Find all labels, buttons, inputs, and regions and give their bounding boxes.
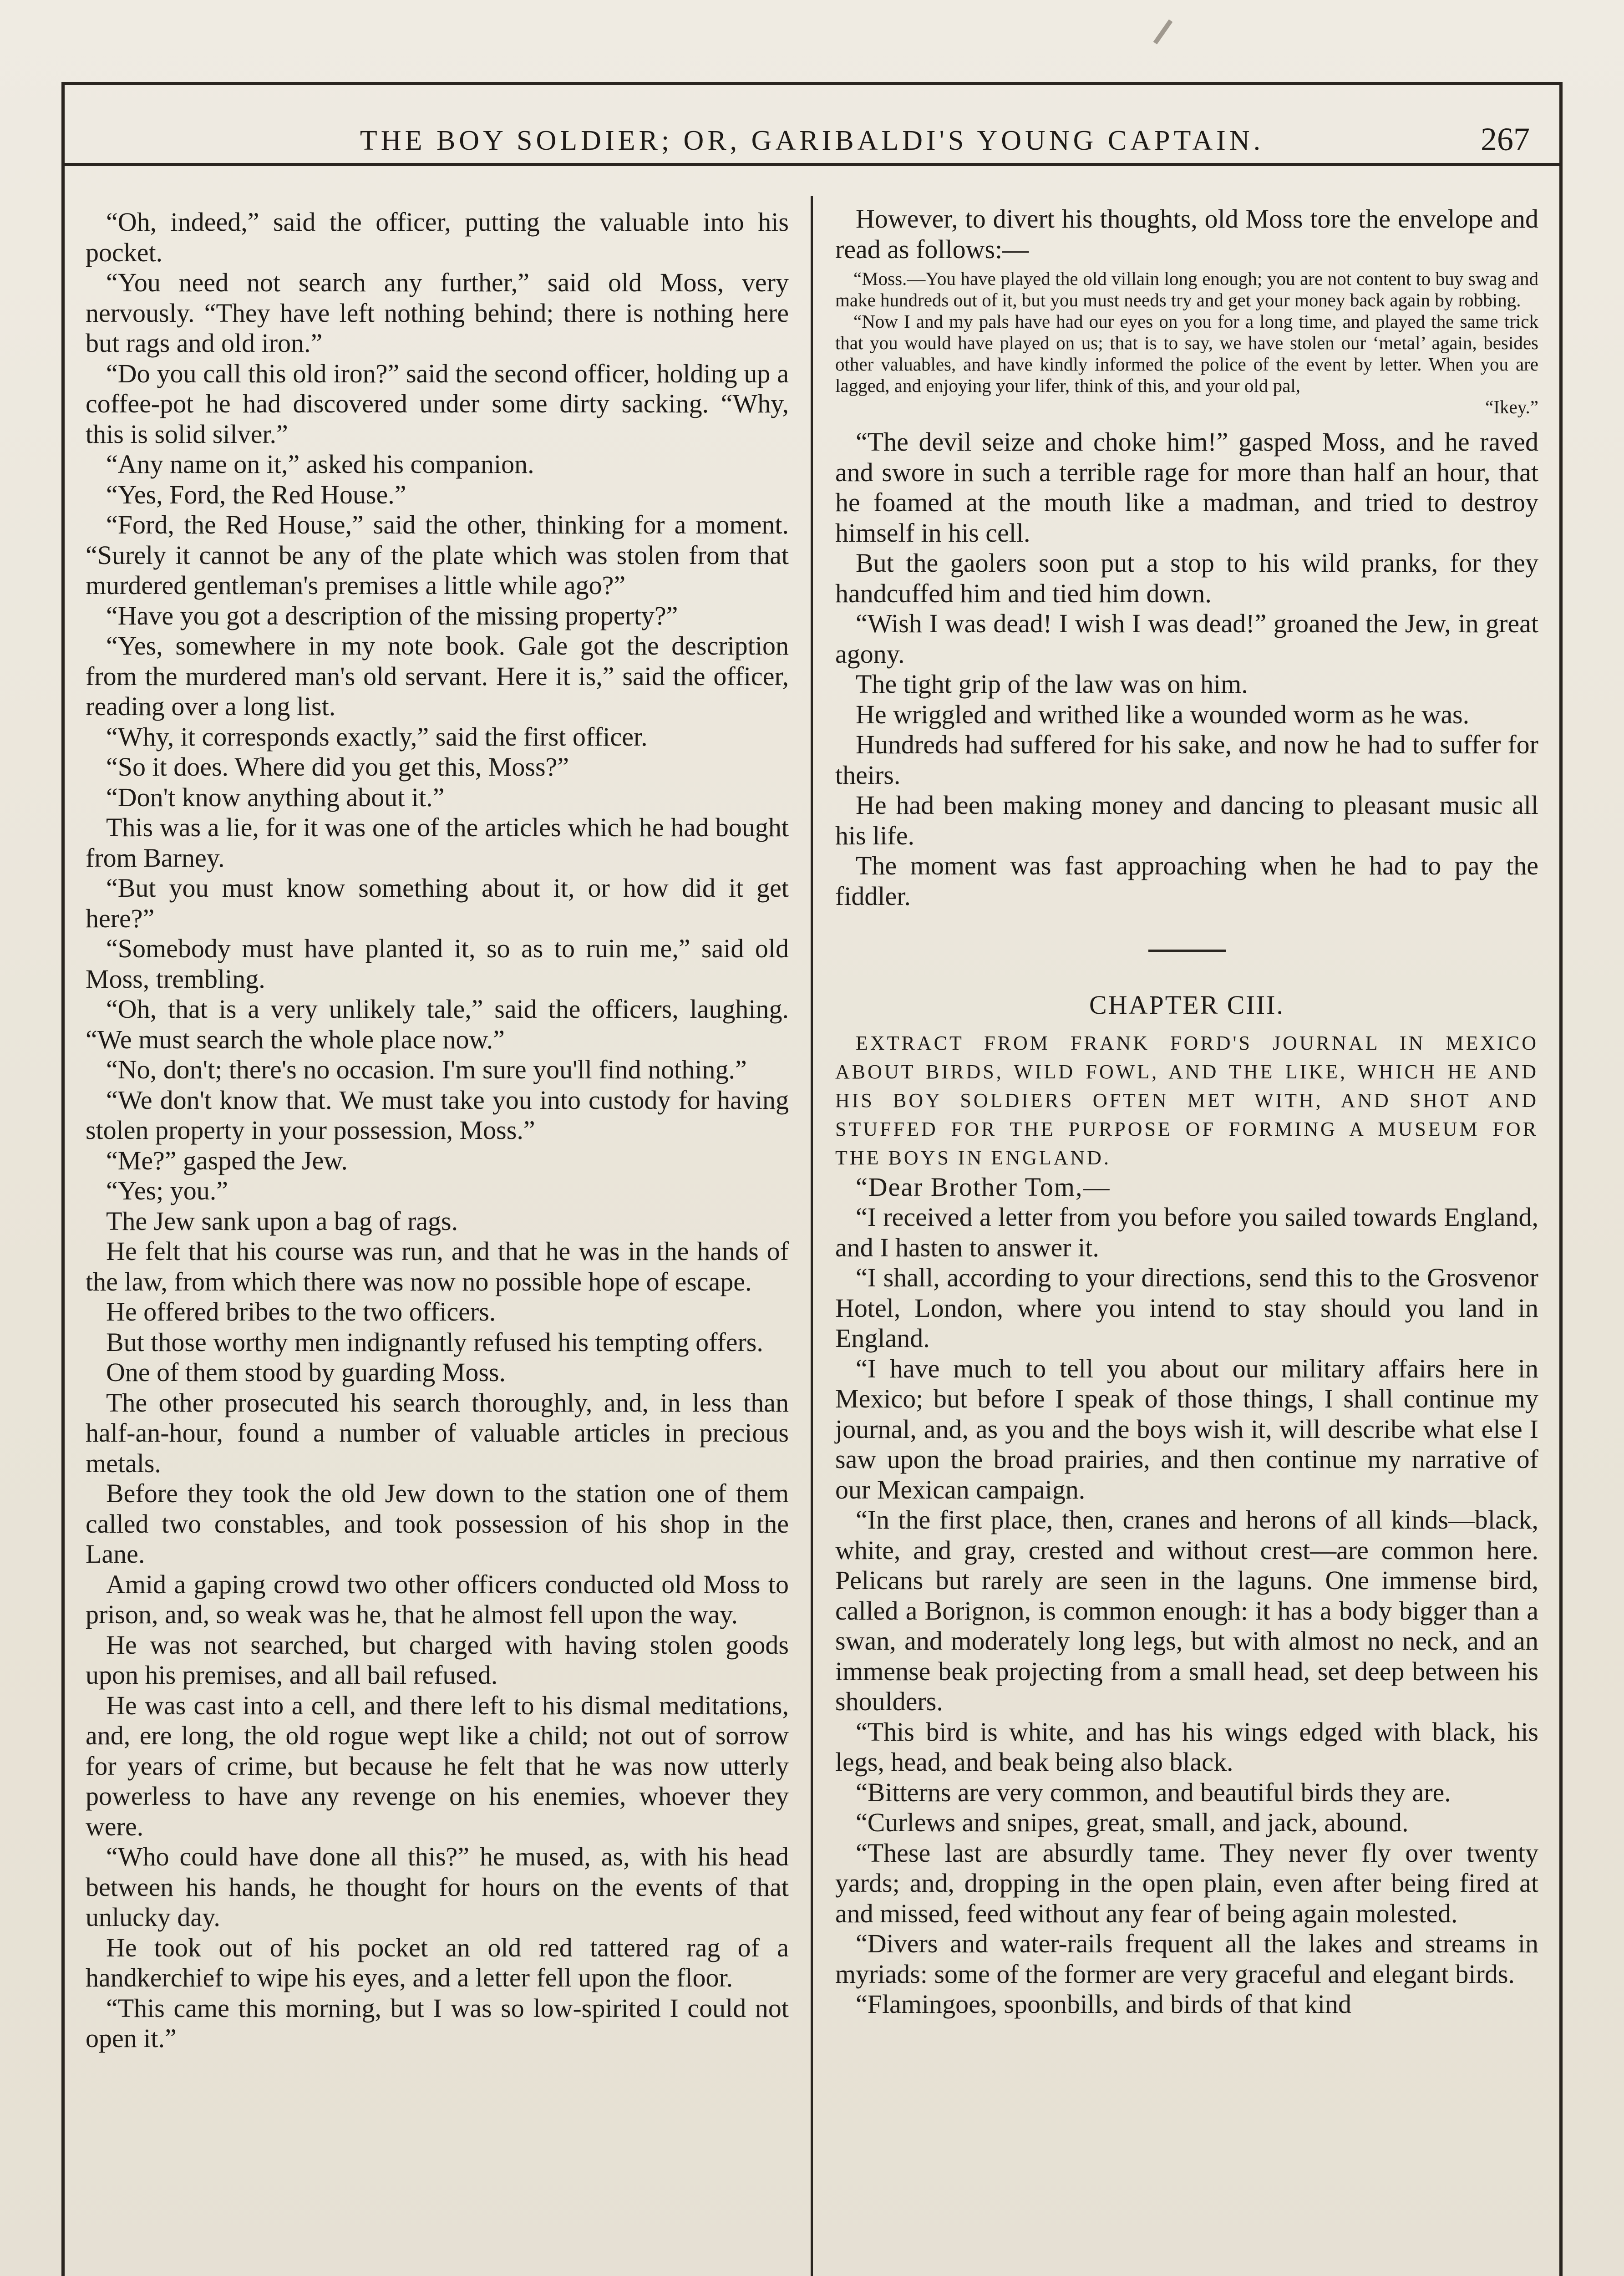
paragraph: “I have much to tell you about our military affairs here in Mexico; but before I speak of those things, I shall continue my journal, and, as you and the boys wish it, will describe what else I saw upon the broad prairies, and then continue my narrative of our Mexican campaign. xyxy=(835,1353,1538,1504)
paragraph: But those worthy men indignantly refused his tempting offers. xyxy=(106,1327,763,1357)
paragraph: “Yes; you.” xyxy=(106,1176,228,1205)
paragraph: He was not searched, but charged with having stolen goods upon his premises, and all bail refused. xyxy=(86,1630,789,1690)
paragraph: He took out of his pocket an old red tattered rag of a handkerchief to wipe his eyes, and a letter fell upon the floor. xyxy=(86,1932,789,1992)
paragraph: “Somebody must have planted it, so as to ruin me,” said old Moss, trembling. xyxy=(86,934,789,994)
column-divider xyxy=(811,196,813,2276)
running-title: THE BOY SOLDIER; OR, GARIBALDI'S YOUNG CAPTAIN. xyxy=(360,125,1264,156)
paragraph: “Wish I was dead! I wish I was dead!” groaned the Jew, in great agony. xyxy=(835,609,1538,669)
chapter-title: CHAPTER CIII. xyxy=(1089,990,1284,1020)
paragraph: “Why, it corresponds exactly,” said the first officer. xyxy=(106,721,648,752)
paragraph: This was a lie, for it was one of the articles which he had bought from Barney. xyxy=(86,813,789,873)
page-header xyxy=(61,82,1563,166)
paragraph: “I received a letter from you before you sailed towards England, and I hasten to answer it. xyxy=(835,1202,1538,1262)
paragraph: “Yes, somewhere in my note book. Gale got the description from the murdered man's old servant. Here it is,” said the officer, reading over a long list. xyxy=(86,631,789,721)
paragraph: “I shall, according to your directions, send this to the Grosvenor Hotel, London, where you intend to stay should you land in England. xyxy=(835,1263,1538,1353)
paragraph: “Don't know anything about it.” xyxy=(106,782,445,812)
paragraph: “Oh, indeed,” said the officer, putting the valuable into his pocket. xyxy=(86,207,789,267)
paragraph: “Who could have done all this?” he mused, as, with his head between his hands, he thought for hours on the events of that unlucky day. xyxy=(86,1842,789,1932)
paragraph: The Jew sank upon a bag of rags. xyxy=(106,1206,458,1236)
paragraph: “Have you got a description of the missing property?” xyxy=(106,600,678,630)
paragraph: He was cast into a cell, and there left to his dismal meditations, and, ere long, the old rogue wept like a child; not out of sorrow for years of crime, but because he felt that he was now utterly powerless to have any revenge on his enemies, whoever they were. xyxy=(86,1690,789,1841)
paragraph: Hundreds had suffered for his sake, and now he had to suffer for theirs. xyxy=(835,730,1538,790)
paragraph: “Oh, that is a very unlikely tale,” said the officers, laughing. “We must search the whole place now.” xyxy=(86,994,789,1054)
paragraph: “Yes, Ford, the Red House.” xyxy=(106,479,406,509)
paragraph: The tight grip of the law was on him. xyxy=(856,669,1248,699)
quoted-letter xyxy=(835,268,1538,418)
paragraph: “So it does. Where did you get this, Moss?” xyxy=(106,752,569,782)
letter-paragraph: “Now I and my pals have had our eyes on you for a long time, and played the same trick that you would have played on us; that is to say, we have stolen our ‘metal’ again, besides other valuables, and have kindly informed the police of the event by letter. When you are lagged, and enjoying your lifer, think of this, and your old pal, xyxy=(835,311,1538,396)
paragraph: “No, don't; there's no occasion. I'm sure you'll find nothing.” xyxy=(106,1055,747,1084)
paragraph: “Flamingoes, spoonbills, and birds of that kind xyxy=(856,1989,1352,2019)
paragraph: “Divers and water-rails frequent all the lakes and streams in myriads: some of the former are very graceful and elegant birds. xyxy=(835,1929,1538,1989)
paragraph: He had been making money and dancing to pleasant music all his life. xyxy=(835,790,1538,850)
paragraph: “Curlews and snipes, great, small, and jack, abound. xyxy=(856,1808,1409,1837)
letter-signature: “Ikey.” xyxy=(1485,396,1538,417)
paragraph: “But you must know something about it, or how did it get here?” xyxy=(86,873,789,933)
paragraph: “This came this morning, but I was so low-spirited I could not open it.” xyxy=(86,1993,789,2053)
page-number: 267 xyxy=(1481,121,1530,157)
paragraph: One of them stood by guarding Moss. xyxy=(106,1357,506,1387)
left-column xyxy=(86,207,789,2054)
paragraph: He felt that his course was run, and that he was in the hands of the law, from which there was now no possible hope of escape. xyxy=(86,1236,789,1296)
letter-paragraph: “Moss.—You have played the old villain long enough; you are not content to buy swag and make hundreds out of it, but you must needs try and get your money back again by robbing. xyxy=(835,268,1538,310)
paragraph: “We don't know that. We must take you into custody for having stolen property in your possession, Moss.” xyxy=(86,1085,789,1145)
paragraph: “These last are absurdly tame. They never fly over twenty yards; and, dropping in the open plain, even after being fired at and missed, feed without any fear of being again molested. xyxy=(835,1838,1538,1928)
paragraph: “Do you call this old iron?” said the second officer, holding up a coffee-pot he had discovered under some dirty sacking. “Why, this is solid silver.” xyxy=(86,358,789,449)
right-column xyxy=(835,204,1538,2020)
paragraph: “Any name on it,” asked his companion. xyxy=(106,449,534,479)
paragraph: However, to divert his thoughts, old Moss tore the envelope and read as follows:— xyxy=(835,204,1538,264)
paragraph: Amid a gaping crowd two other officers conducted old Moss to prison, and, so weak was he, that he almost fell upon the way. xyxy=(86,1569,789,1629)
paragraph: He offered bribes to the two officers. xyxy=(106,1297,496,1326)
paragraph: “This bird is white, and has his wings edged with black, his legs, head, and beak being also black. xyxy=(835,1717,1538,1777)
salutation: “Dear Brother Tom,— xyxy=(856,1172,1111,1202)
chapter-description: EXTRACT FROM FRANK FORD'S JOURNAL IN MEXICO ABOUT BIRDS, WILD FOWL, AND THE LIKE, WHICH HE AND HIS BOY SOLDIERS OFTEN MET WITH, AND SHOT AND STUFFED FOR THE PURPOSE OF FORMING A MUSEUM FOR THE BOYS IN ENGLAND. xyxy=(835,1031,1538,1169)
paragraph: “Bitterns are very common, and beautiful birds they are. xyxy=(856,1777,1451,1807)
paragraph: “Ford, the Red House,” said the other, thinking for a moment. “Surely it cannot be any of the plate which was stolen from that murdered gentleman's premises a little while ago?” xyxy=(86,510,789,600)
paragraph: He wriggled and writhed like a wounded worm as he was. xyxy=(856,699,1470,729)
paragraph: The moment was fast approaching when he had to pay the fiddler. xyxy=(835,851,1538,911)
paragraph: “In the first place, then, cranes and herons of all kinds—black, white, and gray, crested and without crest—are common here. Pelicans but rarely are seen in the laguns. One immense bird, called a Borignon, is common enough: it has a body bigger than a swan, and moderately long legs, but with almost no neck, and an immense beak projecting from a small head, set deep between his shoulders. xyxy=(835,1505,1538,1716)
paragraph: “You need not search any further,” said old Moss, very nervously. “They have left nothing behind; there is nothing here but rags and old iron.” xyxy=(86,268,789,358)
paragraph: The other prosecuted his search thoroughly, and, in less than half-an-hour, found a number of valuable articles in precious metals. xyxy=(86,1387,789,1478)
paragraph: “The devil seize and choke him!” gasped Moss, and he raved and swore in such a terrible rage for more than half an hour, that he foamed at the mouth like a madman, and tried to destroy himself in his cell. xyxy=(835,427,1538,548)
section-rule xyxy=(1148,950,1226,952)
paragraph: But the gaolers soon put a stop to his wild pranks, for they handcuffed him and tied him down. xyxy=(835,548,1538,608)
paragraph: Before they took the old Jew down to the station one of them called two constables, and took possession of his shop in the Lane. xyxy=(86,1478,789,1569)
paragraph: “Me?” gasped the Jew. xyxy=(106,1145,348,1175)
